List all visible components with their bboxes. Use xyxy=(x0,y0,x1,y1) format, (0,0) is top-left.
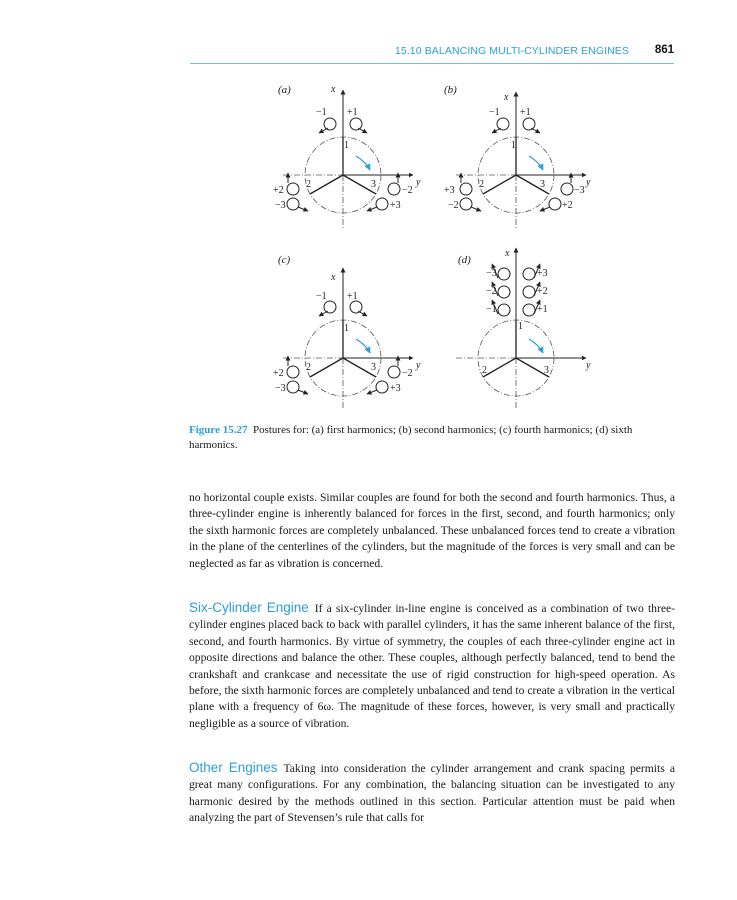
cyl-label: −2 xyxy=(402,185,413,196)
panel-c-axis-x: x xyxy=(331,272,336,283)
crank-1: 1 xyxy=(518,321,523,332)
panel-d xyxy=(456,248,591,410)
cyl-label: +1 xyxy=(347,107,358,118)
crank-2: 2 xyxy=(479,179,484,190)
cyl-label: −1 xyxy=(316,107,327,118)
runin-heading: Six-Cylinder Engine xyxy=(189,600,309,615)
cyl-label: +1 xyxy=(347,291,358,302)
cyl-label: +3 xyxy=(444,185,455,196)
panel-d-axis-x: x xyxy=(505,248,510,259)
panel-b xyxy=(444,84,591,228)
running-header xyxy=(190,44,674,64)
panel-b-label: (b) xyxy=(444,84,457,96)
cyl-label: +1 xyxy=(537,304,548,315)
panel-d-label: (d) xyxy=(458,254,471,266)
page-number: 861 xyxy=(654,44,674,56)
paragraph-text: If a six-cylinder in-line engine is conceived as a combination of two three-cylinder engines placed back to back with parallel cylinders, it has the same inherent balance of the first, second, and fourth harmonics. By virtue of symmetry, the couples of each three-cylinder engine act in opposite directions and balance the other. These couples, although perfectly balanced, tend to bend the crankshaft and crankcase and necessitate the use of rigid construction for high-speed operation. As before, the sixth harmonic forces are completely unbalanced and tend to create a vibration in the vertical plane with a frequency of 6ω. The magnitude of these forces, however, is very small and practically negligible as a source of vibration. xyxy=(189,602,675,730)
cyl-label: +3 xyxy=(390,200,401,211)
runin-heading: Other Engines xyxy=(189,760,278,775)
crank-1: 1 xyxy=(511,140,516,151)
cyl-label: −3 xyxy=(275,200,286,211)
section-title: 15.10 BALANCING MULTI-CYLINDER ENGINES xyxy=(394,45,629,57)
panel-a-axis-y: y xyxy=(416,177,421,188)
panel-d-axis-y: y xyxy=(586,360,591,371)
cyl-label: −3 xyxy=(275,383,286,394)
cyl-label: −1 xyxy=(486,304,497,315)
cyl-label: −2 xyxy=(486,286,497,297)
crank-2: 2 xyxy=(306,362,311,373)
paragraph-text: Taking into consideration the cylinder arrangement and crank spacing permits a great many configurations. For any combination, the balancing situation can be investigated to any harmonic desired by the methods outlined in this section. Particular attention must be paid when analyzing the part of Stevensen’s rule that calls for xyxy=(189,762,675,825)
panel-a-label: (a) xyxy=(278,84,291,96)
cyl-label: +3 xyxy=(390,383,401,394)
panel-b-axis-x: x xyxy=(504,92,509,103)
crank-2: 2 xyxy=(306,179,311,190)
cyl-label: +2 xyxy=(273,185,284,196)
figure-caption xyxy=(189,423,675,453)
cyl-label: +1 xyxy=(520,107,531,118)
cyl-label: +2 xyxy=(562,200,573,211)
paragraph-text: no horizontal couple exists. Similar couples are found for both the second and fourth harmonics. Thus, a three-cylinder engine is inherently balanced for forces in the first, second, and fourth harmonics; only the sixth harmonic forces are completely unbalanced. These unbalanced forces tend to create a vibration in the plane of the centerlines of the cylinders, but the magnitude of the forces is very small and can be neglected as far as vibration is concerned. xyxy=(189,491,675,570)
cyl-label: −1 xyxy=(316,291,327,302)
panel-c-axis-y: y xyxy=(416,360,421,371)
cyl-label: +2 xyxy=(273,368,284,379)
panel-a-axis-x: x xyxy=(331,84,336,95)
cyl-label: −3 xyxy=(486,268,497,279)
crank-1: 1 xyxy=(344,323,349,334)
figure-caption-label: Figure 15.27 xyxy=(189,424,248,436)
crank-1: 1 xyxy=(344,140,349,151)
crank-3: 3 xyxy=(544,365,549,376)
cyl-label: −1 xyxy=(489,107,500,118)
figure-caption-text: Postures for: (a) first harmonics; (b) second harmonics; (c) fourth harmonics; (d) sixth harmonics. xyxy=(189,424,633,451)
figure-15-27 xyxy=(248,78,618,418)
cyl-label: −3 xyxy=(574,185,585,196)
crank-3: 3 xyxy=(371,179,376,190)
paragraph-six-cylinder xyxy=(189,600,675,732)
paragraph-balance xyxy=(189,490,675,572)
crank-2: 2 xyxy=(482,365,487,376)
cyl-label: +3 xyxy=(537,268,548,279)
panel-c-label: (c) xyxy=(278,254,291,266)
panel-b-axis-y: y xyxy=(586,177,591,188)
panel-a xyxy=(273,84,421,228)
panel-c xyxy=(273,254,421,410)
cyl-label: −2 xyxy=(402,368,413,379)
paragraph-other-engines xyxy=(189,760,675,827)
cyl-label: +2 xyxy=(537,286,548,297)
crank-3: 3 xyxy=(540,179,545,190)
cyl-label: −2 xyxy=(448,200,459,211)
crank-3: 3 xyxy=(371,362,376,373)
